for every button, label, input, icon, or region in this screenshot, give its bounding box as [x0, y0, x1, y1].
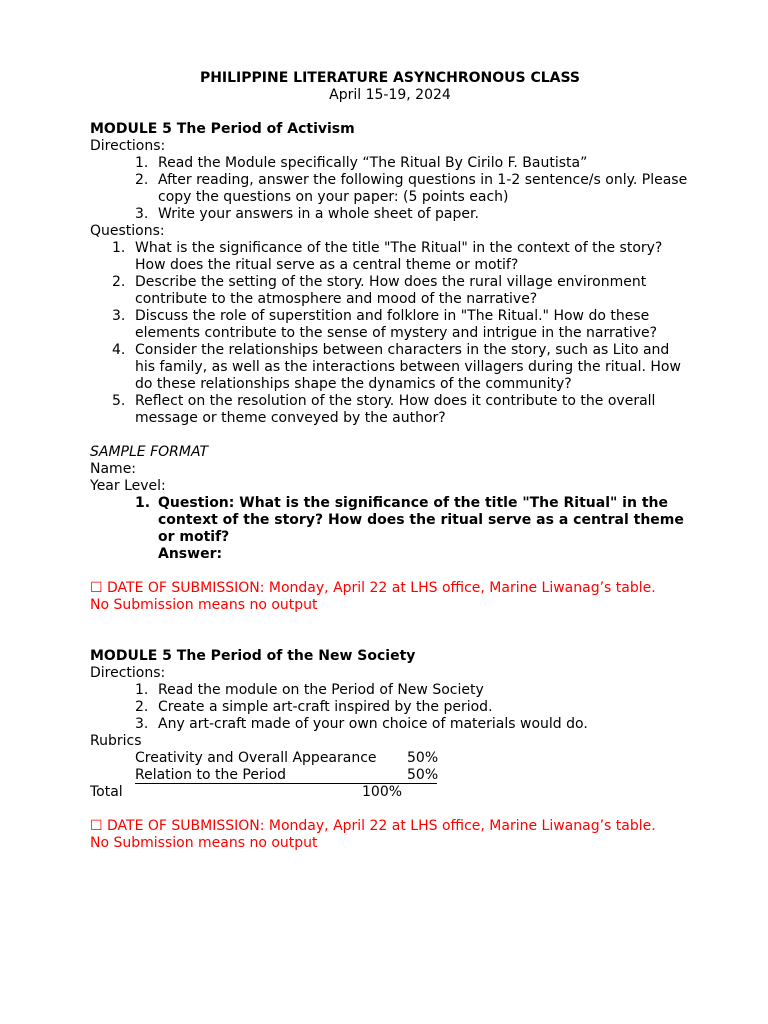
module-b-directions-list — [90, 682, 690, 733]
list-item: 1. Read the module on the Period of New Society — [135, 682, 484, 698]
total-value: 100% — [362, 784, 403, 800]
list-item: 1. What is the significance of the title "The Ritual" in the context of the story? How does the ritual serve as a central theme or motif? — [112, 240, 663, 273]
rubric-row — [90, 767, 690, 784]
module-a-directions-list — [90, 155, 690, 223]
list-item: 2. After reading, answer the following questions in 1-2 sentence/s only. Please copy the questions on your paper: (5 points each) — [135, 172, 688, 205]
module-a-questions-list — [90, 240, 690, 427]
list-item: 3. Write your answers in a whole sheet of paper. — [135, 206, 479, 222]
rubric-row — [90, 750, 690, 767]
module-a-submission-date: ☐ DATE OF SUBMISSION: Monday, April 22 at LHS office, Marine Liwanag’s table. — [90, 580, 656, 596]
list-item: 5. Reflect on the resolution of the story. How does it contribute to the overall message or theme conveyed by the author? — [112, 393, 656, 426]
list-item: 4. Consider the relationships between characters in the story, such as Lito and his family, as well as the interactions between villagers during the ritual. How do these relationships shape the dynamics of the community? — [112, 342, 681, 392]
list-item: 1. Question: What is the significance of the title "The Ritual" in the context of the story? How does the ritual serve as a central theme or motif? Answer: — [90, 495, 690, 563]
rubric-criterion: Creativity and Overall Appearance — [135, 750, 377, 766]
module-b-submission-date: ☐ DATE OF SUBMISSION: Monday, April 22 at LHS office, Marine Liwanag’s table. — [90, 818, 656, 834]
module-a-submission-note: No Submission means no output — [90, 597, 318, 613]
list-item: 1. Read the Module specifically “The Ritual By Cirilo F. Bautista” — [135, 155, 588, 171]
document-date: April 15-19, 2024 — [329, 87, 451, 103]
list-item: 2. Create a simple art-craft inspired by the period. — [135, 699, 493, 715]
sample-format-label: SAMPLE FORMAT — [90, 444, 209, 460]
year-level-label: Year Level: — [90, 478, 166, 494]
rubric-criterion: Relation to the Period — [135, 767, 287, 783]
list-item: 3. Discuss the role of superstition and folklore in "The Ritual." How do these elements contribute to the sense of mystery and intrigue in the narrative? — [112, 308, 658, 341]
sample-question: Question: What is the significance of the title "The Ritual" in the context of the story? How does the ritual serve as a central theme or motif? — [158, 495, 684, 545]
document-content — [90, 70, 690, 852]
module-b-submission-note: No Submission means no output — [90, 835, 318, 851]
rubric-total-row — [90, 784, 690, 801]
module-a-directions-label: Directions: — [90, 138, 166, 154]
total-label: Total — [90, 784, 123, 800]
list-item: 2. Describe the setting of the story. How does the rural village environment contribute to the atmosphere and mood of the narrative? — [112, 274, 647, 307]
rubrics-label: Rubrics — [90, 733, 142, 749]
sample-list — [90, 495, 690, 563]
sample-answer-label: Answer: — [158, 546, 223, 562]
rubric-percent: 50% — [407, 767, 439, 783]
module-a-questions-label: Questions: — [90, 223, 165, 239]
rubric-percent: 50% — [407, 750, 439, 766]
module-b-directions-label: Directions: — [90, 665, 166, 681]
module-a-heading: MODULE 5 The Period of Activism — [90, 121, 355, 137]
name-label: Name: — [90, 461, 137, 477]
document-title: PHILIPPINE LITERATURE ASYNCHRONOUS CLASS — [199, 70, 581, 86]
list-item: 3. Any art-craft made of your own choice of materials would do. — [135, 716, 588, 732]
module-b-heading: MODULE 5 The Period of the New Society — [90, 648, 416, 664]
